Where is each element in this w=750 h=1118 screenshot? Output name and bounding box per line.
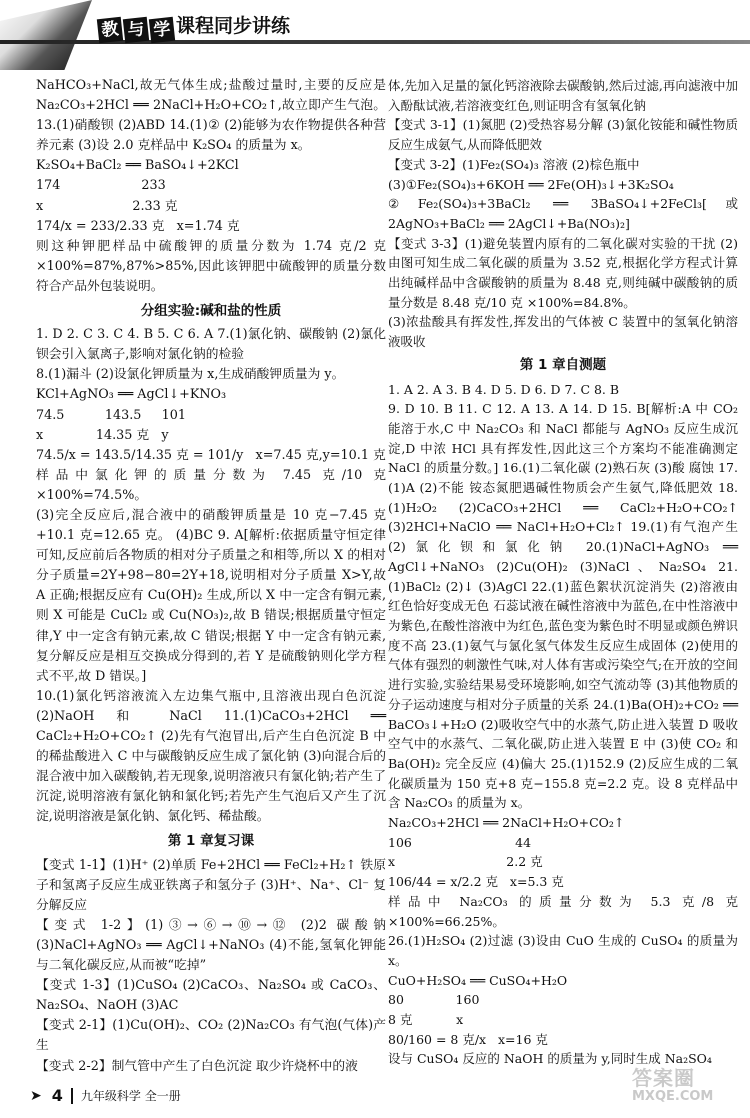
equation-line: 8 克 x [388,1012,464,1028]
brand-char: 教 [97,17,123,43]
equation-line: 80/160 = 8 克/x x=16 克 [388,1031,548,1047]
brand-char: 与 [123,17,149,43]
equation-line: CuO+H₂SO₄ ══ CuSO₄+H₂O [388,972,568,988]
page-number: 4 [51,1085,63,1105]
header-title: 课程同步讲练 [176,15,291,37]
answer-paragraph: 设与 CuSO₄ 反应的 NaOH 的质量为 y,同时生成 Na₂SO₄ [388,1051,712,1067]
equation-line: Na₂CO₃+2HCl ══ 2NaCl+H₂O+CO₂↑ [388,815,625,831]
page-header [0,0,750,72]
answer-paragraph: 【变式 3-2】(1)Fe₂(SO₄)₃ 溶液 (2)棕色瓶中 [388,156,640,172]
answer-paragraph: 【变式 2-2】制气管中产生了白色沉淀 取少许烧杯中的液 [36,1058,358,1074]
answer-paragraph: 10.(1)氯化钙溶液流入左边集气瓶中,且溶液出现白色沉淀 (2)NaOH 和 NaCl 11.(1)CaCO₃+2HCl ══ CaCl₂+H₂O+CO₂↑ (2)先有气泡冒出,后产生白色沉淀 B 中的稀盐酸进入 C 中与碳酸钠反应生成了氯化钠 (3)向混合后的混合液中加入碳酸钠,若无现象,说明溶液只有氯化钠;若产生了沉淀,说明溶液有氯化钠和氯化钙;若先产生气泡后又产生了沉淀,说明溶液是氯化钠、氯化钙、稀盐酸。 [36,688,386,825]
book-title: 九年级科学 全一册 [80,1088,181,1103]
watermark-url: MXQE.COM [632,1088,714,1104]
header-decoration [0,0,92,70]
answer-paragraph: 【变式 1-3】(1)CuSO₄ (2)CaCO₃、Na₂SO₄ 或 CaCO₃、Na₂SO₄、NaOH (3)AC [36,978,386,1014]
page-footer [30,1086,181,1106]
answer-paragraph: 9. D 10. B 11. C 12. A 13. A 14. D 15. B[解析:A 中 CO₂ 能溶于水,C 中 Na₂CO₃ 和 NaCl 都能与 AgNO₃ 反应生成沉淀,D 中浓 HCl 具有挥发性,因此这三个方案均不能准确测定 NaCl 的质量分数。] 16.(1)二氧化碳 (2)熟石灰 (3)酸 腐蚀 17.(1)A (2)不能 铵态氮肥遇碱性物质会产生氨气,降低肥效 18.(1)H₂O₂ (2)CaCO₃+2HCl ══ CaCl₂+H₂O+CO₂↑ (3)2HCl+NaClO ══ NaCl+H₂O+Cl₂↑ 19.(1)有气泡产生 (2)氯化钡和氯化钠 20.(1)NaCl+AgNO₃ ══ AgCl↓+NaNO₃ (2)Cu(OH)₂ (3)NaCl、Na₂SO₄ 21.(1)BaCl₂ (2)↓ (3)AgCl 22.(1)蓝色絮状沉淀消失 (2)溶液由红色恰好变成无色 石蕊试液在碱性溶液中为蓝色,在中性溶液中为紫色,在酸性溶液中为红色,蓝色变为紫色时不明显或颜色辨识度不高 23.(1)氨气与氯化氢气体发生反应生成固体 (2)使用的气体有强烈的刺激性气味,对人体有害或污染空气;在开放的空间进行实验,实验结果易受环境影响,如空气流动等 (3)其他物质的分子运动速度与相对分子质量的关系 24.(1)Ba(OH)₂+CO₂ ══ BaCO₃↓+H₂O (2)吸收空气中的水蒸气,防止进入装置 D 吸收空气中的水蒸气、二氧化碳,防止进入装置 E 中 (3)使 CO₂ 和 Ba(OH)₂ 完全反应 (4)偏大 25.(1)152.9 (2)反应生成的二氧化碳质量为 150 克+8 克−155.8 克=2.2 克。设 8 克样品中含 Na₂CO₃ 的质量为 x。 [388,401,738,811]
section-heading: 第 1 章自测题 [519,356,607,373]
watermark-text: 答案圈 [632,1066,695,1090]
answer-paragraph: 1. A 2. A 3. B 4. D 5. D 6. D 7. C 8. B [388,381,620,397]
answer-paragraph: NaHCO₃+NaCl,故无气体生成;盐酸过量时,主要的反应是 Na₂CO₃+2HCl ══ 2NaCl+H₂O+CO₂↑,故立即产生气泡。 13.(1)硝酸钡 (2)ABD 14.(1)② (2)能够为农作物提供各种营养元素 (3)设 2.0 克样品中 K₂SO₄ 的质量为 x。 [36,78,386,154]
equation-line: 106 44 [388,834,532,850]
equation-line: x 2.2 克 [388,854,543,870]
answer-paragraph: ②Fe₂(SO₄)₃+3BaCl₂ ══ 3BaSO₄↓+2FeCl₃[或 2AgNO₃+BaCl₂ ══ 2AgCl↓+Ba(NO₃)₂] [388,196,738,231]
equation-line: KCl+AgNO₃ ══ AgCl↓+KNO₃ [36,387,227,403]
equation-line: 80 160 [388,992,480,1008]
answer-paragraph: 体,先加入足量的氯化钙溶液除去碳酸钠,然后过滤,再向滤液中加入酚酞试液,若溶液变红色,则证明含有氢氧化钠 [388,78,738,113]
equation-line: x 14.35 克 y [36,427,169,443]
brand-logo [98,18,174,42]
answer-paragraph: 样品中氯化钾的质量分数为 7.45 克/10 克 ×100%=74.5%。 [36,467,386,503]
answer-paragraph: (3)①Fe₂(SO₄)₃+6KOH ══ 2Fe(OH)₃↓+3K₂SO₄ [388,176,674,192]
equation-line: 174 233 [36,178,166,194]
answer-paragraph: 样品中 Na₂CO₃ 的质量分数为 5.3 克/8 克 ×100%=66.25%。 [388,893,738,929]
right-column [388,76,738,1069]
equation-line: 174/x = 233/2.33 克 x=1.74 克 [36,218,240,234]
answer-paragraph: (3)浓盐酸具有挥发性,挥发出的气体被 C 装置中的氢氧化钠溶液吸收 [388,314,738,350]
section-heading: 第 1 章复习课 [167,833,255,850]
equation-line: 74.5/x = 143.5/14.35 克 = 101/y x=7.45 克,y=10.1 克 [36,447,386,463]
footer-divider [71,1088,73,1104]
equation-line: K₂SO₄+BaCl₂ ══ BaSO₄↓+2KCl [36,158,239,174]
equation-line: 74.5 143.5 101 [36,407,187,423]
answer-paragraph: (3)完全反应后,混合液中的硝酸钾质量是 10 克−7.45 克+10.1 克=12.65 克。 (4)BC 9. A[解析:依据质量守恒定律可知,反应前后各物质的相对分子质量之和相等,所以 X 的相对分子质量=2Y+98−80=2Y+18,说明相对分子质量 X>Y,故 A 正确;根据反应有 Cu(OH)₂ 生成,所以 X 中一定含有铜元素,则 X 可能是 CuCl₂ 或 Cu(NO₃)₂,故 B 错误;根据质量守恒定律,Y 中一定含有钠元素,故 C 错误;根据 Y 中一定含有钠元素,复分解反应是相互交换成分得到的,若 Y 是硫酸钠则化学方程式不平,故 D 错误。] [36,507,386,684]
brand-char: 学 [149,17,175,43]
answer-paragraph: 【变式 3-3】(1)避免装置内原有的二氧化碳对实验的干扰 (2)由图可知生成二氧化碳的质量为 3.52 克,根据化学方程式计算出纯碱样品中含碳酸钠的质量为 8.48 克,则纯碱中碳酸钠的质量分数是 8.48 克/10 克 ×100%=84.8%。 [388,235,738,310]
arrow-icon: ➤ [30,1087,42,1104]
answer-paragraph: 1. D 2. C 3. C 4. B 5. C 6. A 7.(1)氯化钠、碳酸钠 (2)氯化钡会引入氯离子,影响对氯化钠的检验 [36,327,386,363]
answer-paragraph: 【变式 2-1】(1)Cu(OH)₂、CO₂ (2)Na₂CO₃ 有气泡(气体)产生 [36,1018,386,1054]
section-heading: 分组实验:碱和盐的性质 [140,303,282,320]
answer-paragraph: 【变式 3-1】(1)氮肥 (2)受热容易分解 (3)氯化铵能和碱性物质反应生成氨气,从而降低肥效 [388,117,738,153]
answer-paragraph: 【变式 1-1】(1)H⁺ (2)单质 Fe+2HCl ══ FeCl₂+H₂↑ 铁原子和氢离子反应生成亚铁离子和氢分子 (3)H⁺、Na⁺、Cl⁻ 复分解反应 [36,857,386,913]
left-column [36,76,386,1077]
answer-paragraph: 【变式 1-2】(1)③→⑥→⑩→⑫ (2)2 碳酸钠 (3)NaCl+AgNO₃ ══ AgCl↓+NaNO₃ (4)不能,氢氧化钾能与二氧化碳反应,从而被“吃掉” [36,917,386,974]
answer-paragraph: 8.(1)漏斗 (2)设氯化钾质量为 x,生成硝酸钾质量为 y。 [36,367,345,383]
equation-line: 106/44 = x/2.2 克 x=5.3 克 [388,874,564,890]
equation-line: x 2.33 克 [36,198,178,214]
answer-paragraph: 26.(1)H₂SO₄ (2)过滤 (3)设由 CuO 生成的 CuSO₄ 的质量为 x。 [388,933,738,968]
answer-paragraph: 则这种钾肥样品中硫酸钾的质量分数为 1.74 克/2 克 ×100%=87%,87%>85%,因此该钾肥中硫酸钾的质量分数符合产品外包装说明。 [36,238,386,294]
watermark [632,1068,713,1107]
